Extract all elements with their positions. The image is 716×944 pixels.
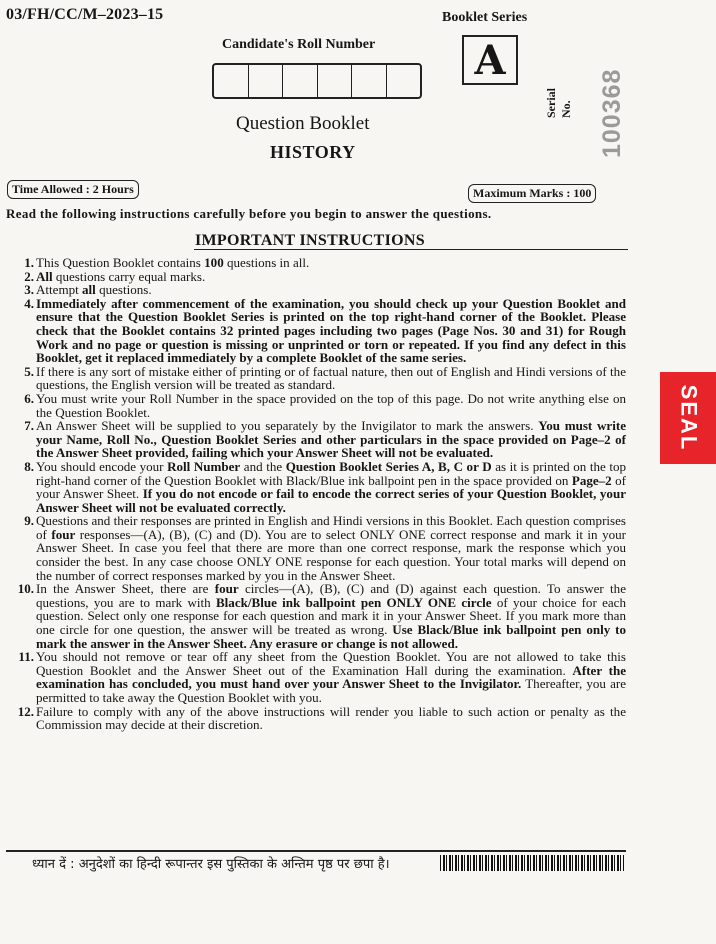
instruction-text: of your choice for each question. Select only one response for each question and mark it in your Answer Sheet. If you mark more than one circle for one question, the answer will be treated as wrong.: [36, 594, 626, 638]
roll-digit-box[interactable]: [214, 65, 249, 97]
instruction-item: [17, 703, 626, 733]
instruction-item: [18, 649, 626, 705]
instruction-bold: four: [51, 526, 76, 542]
hindi-note: ध्यान दें : अनुदेशों का हिन्दी रूपान्तर इस पुस्तिका के अन्तिम पृष्ठ पर छपा है।: [32, 857, 390, 872]
instruction-item: [24, 513, 626, 583]
instruction-bold: Use Black/Blue ink ballpoint pen only to mark the answer in the Answer Sheet. Any erasure or change is not allowed.: [36, 622, 626, 651]
booklet-series-letter: A: [462, 35, 518, 85]
instruction-text: Thereafter, you are permitted to take away the Question Booklet with you.: [36, 676, 626, 705]
instruction-number: 6.: [24, 390, 34, 406]
instruction-text: of your Answer Sheet.: [36, 472, 626, 502]
instruction-number: 1.: [24, 255, 34, 270]
instruction-number: 8.: [24, 458, 34, 474]
instruction-item: [24, 363, 626, 393]
instruction-item: [24, 268, 626, 284]
instruction-text: This Question Booklet contains: [36, 255, 205, 270]
instruction-number: 12.: [17, 703, 34, 719]
instruction-bold: four: [214, 581, 239, 597]
instruction-text: You must write your Roll Number in the space provided on the top of this page. Do not write anything else on the Question Booklet.: [36, 390, 626, 420]
instruction-text: Questions and their responses are printed in English and Hindi versions in this Booklet. Each question comprises of: [36, 513, 626, 542]
instruction-text: If there is any sort of mistake either of printing or of factual nature, then out of English and Hindi versions of the questions, the English version will be treated as standard.: [36, 363, 626, 393]
serial-number: 100368: [598, 68, 626, 158]
instruction-text: You should not remove or tear off any sheet from the Question Booklet. You are not allowed to take this Question Booklet and the Answer Sheet out of the Examination Hall during the examination.: [36, 649, 626, 678]
instruction-bold: Roll Number: [167, 458, 241, 474]
roll-digit-box[interactable]: [249, 65, 284, 97]
booklet-title: Question Booklet: [236, 113, 370, 134]
instruction-item: [24, 295, 626, 366]
roll-number-boxes[interactable]: [212, 63, 422, 99]
instruction-text: In the Answer Sheet, there are: [36, 581, 215, 597]
roll-digit-box[interactable]: [283, 65, 318, 97]
roll-digit-box[interactable]: [318, 65, 353, 97]
instruction-text: questions carry equal marks.: [52, 268, 206, 284]
time-allowed-badge: Time Allowed : 2 Hours: [7, 180, 139, 199]
instruction-bold: After the examination has concluded, you must hand over your Answer Sheet to the Invigilator.: [36, 662, 626, 692]
instruction-bold: Black/Blue ink ballpoint pen ONLY ONE circle: [215, 594, 492, 610]
instruction-text: Attempt: [36, 282, 83, 298]
instruction-bold: All: [36, 268, 53, 284]
instruction-number: 2.: [24, 268, 34, 284]
instruction-text: Failure to comply with any of the above instructions will render you liable to such action or penalty as the Commission may decide at their discretion.: [36, 703, 626, 733]
booklet-series-label: Booklet Series: [442, 10, 528, 25]
instruction-number: 4.: [24, 295, 34, 311]
instruction-bold: 100: [204, 255, 224, 270]
instruction-text: You should encode your: [36, 458, 168, 474]
seal-label: SEAL: [676, 384, 701, 452]
paper-code: 03/FH/CC/M–2023–15: [6, 6, 164, 23]
instruction-text: An Answer Sheet will be supplied to you separately by the Invigilator to mark the answers.: [36, 418, 539, 434]
subject-title: HISTORY: [270, 142, 356, 162]
instruction-text: as it is printed on the top right-hand corner of the Question Booklet with Black/Blue ink ballpoint pen in the space provided on: [36, 458, 627, 488]
instruction-item: [24, 458, 627, 515]
instruction-text: questions in all.: [223, 255, 310, 270]
instruction-number: 5.: [24, 363, 34, 379]
instruction-bold: You must write your Name, Roll No., Question Booklet Series and other particulars in the space provided on Page–2 of the Answer Sheet provided, failing which your Answer Sheet will not be evaluated.: [36, 418, 626, 461]
serial-number-label: Serial No.: [544, 88, 573, 118]
read-instructions-line: Read the following instructions carefully before you begin to answer the questions.: [6, 206, 492, 221]
instruction-text: and the: [240, 458, 286, 474]
barcode: [440, 855, 624, 871]
instruction-item: [24, 418, 626, 461]
instruction-number: 3.: [24, 282, 34, 298]
instruction-text: questions.: [95, 282, 152, 298]
roll-digit-box[interactable]: [387, 65, 421, 97]
instruction-text: responses—(A), (B), (C) and (D). You are to select ONLY ONE correct response and mark it in your Answer Sheet. In case you feel that there are more than one correct response, mark the response which you consider the best. In any case choose ONLY ONE response for each question. Your total marks will depend on the number of correct responses marked by you in the Answer Sheet.: [36, 526, 626, 583]
instruction-bold: Page–2: [571, 472, 612, 488]
instruction-item: [24, 255, 626, 270]
instruction-bold: Question Booklet Series A, B, C or D: [285, 458, 492, 474]
footer-divider: [6, 850, 626, 852]
instruction-item: [24, 282, 626, 298]
maximum-marks-badge: Maximum Marks : 100: [468, 184, 596, 203]
instruction-text: circles—(A), (B), (C) and (D) against each question. To answer the questions, you are to mark with: [36, 581, 626, 610]
seal-tab: [660, 372, 716, 464]
instruction-item: [17, 581, 626, 651]
instruction-number: 9.: [24, 513, 34, 529]
instruction-bold: If you do not encode or fail to encode the correct series of your Question Booklet, your Answer Sheet will not be evaluated correctly.: [36, 486, 627, 515]
roll-digit-box[interactable]: [352, 65, 387, 97]
roll-number-label: Candidate's Roll Number: [222, 37, 376, 52]
instruction-bold: all: [82, 282, 96, 298]
instruction-number: 7.: [24, 418, 34, 434]
heading-underline: [194, 249, 628, 250]
instructions-list: [17, 255, 627, 733]
instruction-number: 10.: [17, 581, 34, 597]
instruction-item: [24, 390, 626, 420]
instructions-heading: IMPORTANT INSTRUCTIONS: [195, 232, 425, 249]
instruction-number: 11.: [18, 649, 34, 665]
instruction-bold: Immediately after commencement of the examination, you should check up your Question Booklet and ensure that the Question Booklet Series is printed on the top right-hand corner of the Booklet. Please check that the Booklet contains 32 printed pages including two pages (Page Nos. 30 and 31) for Rough Work and no page or question is missing or unprinted or torn or repeated. If you find any defect in this Booklet, get it replaced immediately by a complete Booklet of the same series.: [36, 295, 626, 366]
